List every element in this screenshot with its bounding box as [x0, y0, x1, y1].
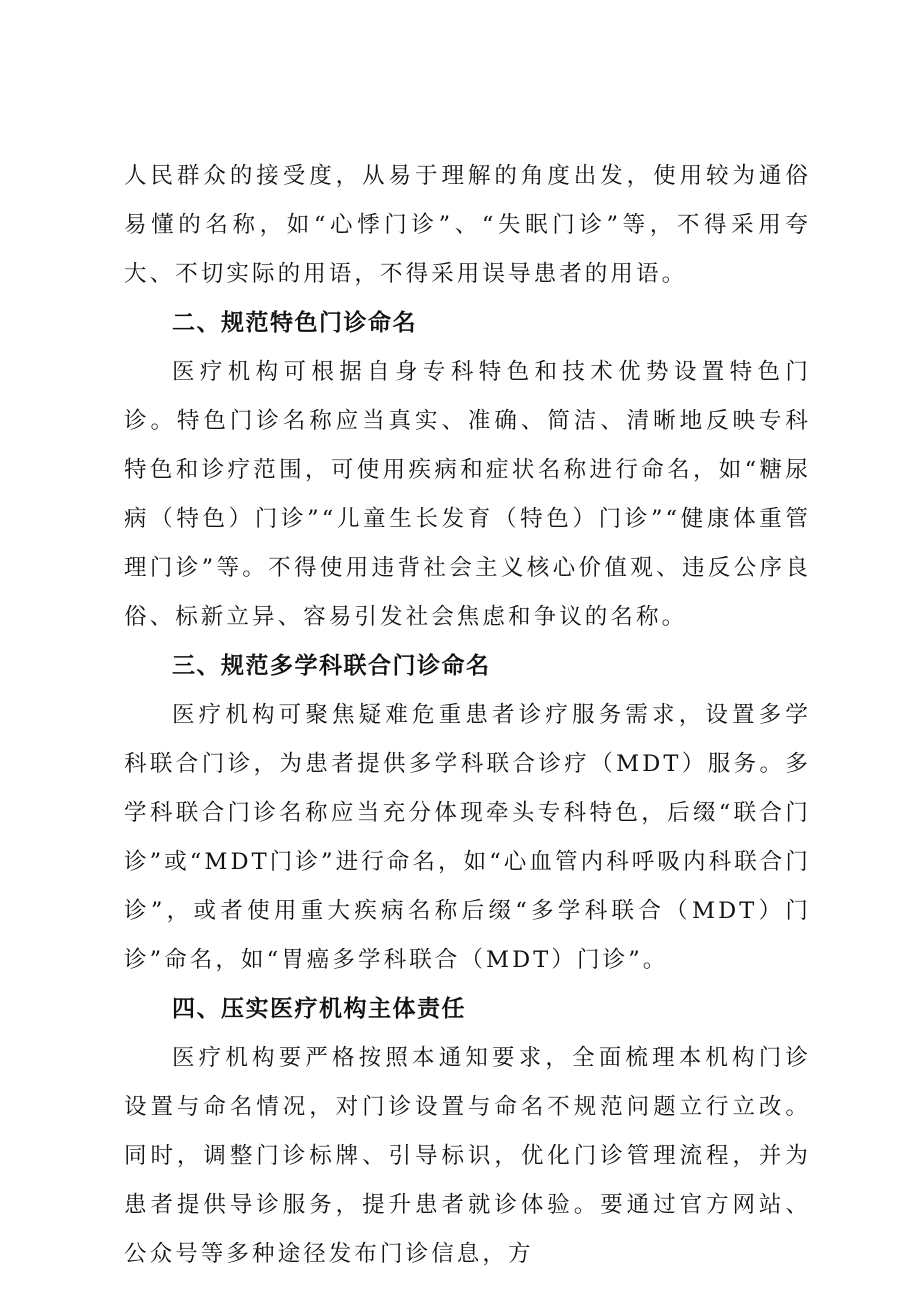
- section-heading-responsibility: 四、压实医疗机构主体责任: [172, 996, 466, 1022]
- section-heading-featured-clinics: 二、规范特色门诊命名: [172, 310, 417, 336]
- section-body-featured-clinics: 医疗机构可根据自身专科特色和技术优势设置特色门诊。特色门诊名称应当真实、准确、简洁、清晰地反映专科特色和诊疗范围，可使用疾病和症状名称进行命名，如“糖尿病（特色）门诊”“儿童生长发育（特色）门诊”“健康体重管理门诊”等。不得使用违背社会主义核心价值观、违反公序良俗、标新立异、容易引发社会焦虑和争议的名称。: [124, 359, 811, 630]
- section-heading-mdt-clinics: 三、规范多学科联合门诊命名: [172, 653, 491, 679]
- document-page: [124, 152, 811, 1279]
- intro-paragraph: 人民群众的接受度，从易于理解的角度出发，使用较为通俗易懂的名称，如“心悸门诊”、“失眠门诊”等，不得采用夸大、不切实际的用语，不得采用误导患者的用语。: [124, 163, 811, 287]
- section-body-mdt-clinics: 医疗机构可聚焦疑难危重患者诊疗服务需求，设置多学科联合门诊，为患者提供多学科联合诊疗（MDT）服务。多学科联合门诊名称应当充分体现牵头专科特色，后缀“联合门诊”或“MDT门诊”进行命名，如“心血管内科呼吸内科联合门诊”，或者使用重大疾病名称后缀“多学科联合（MDT）门诊”命名，如“胃癌多学科联合（MDT）门诊”。: [124, 702, 811, 973]
- section-body-responsibility: 医疗机构要严格按照本通知要求，全面梳理本机构门诊设置与命名情况，对门诊设置与命名不规范问题立行立改。同时，调整门诊标牌、引导标识，优化门诊管理流程，并为患者提供导诊服务，提升患者就诊体验。要通过官方网站、公众号等多种途径发布门诊信息，方: [124, 1045, 811, 1267]
